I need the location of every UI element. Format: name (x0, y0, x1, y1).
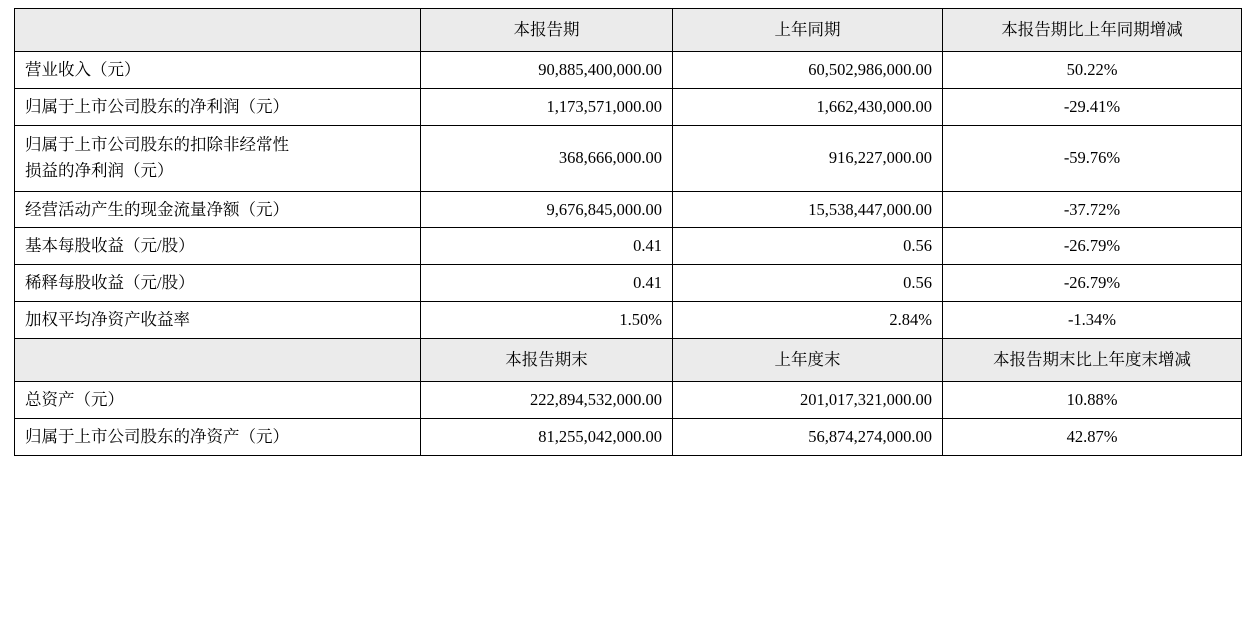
row-value-net-profit-change: -29.41% (943, 88, 1242, 125)
row-value-operating-cash-flow-current: 9,676,845,000.00 (421, 191, 673, 228)
row-value-diluted-eps-change: -26.79% (943, 265, 1242, 302)
table-row (15, 228, 1242, 265)
row-value-basic-eps-previous: 0.56 (673, 228, 943, 265)
row-label-operating-cash-flow: 经营活动产生的现金流量净额（元） (15, 191, 421, 228)
row-label-diluted-eps: 稀释每股收益（元/股） (15, 265, 421, 302)
row-value-adjusted-net-profit-previous: 916,227,000.00 (673, 125, 943, 191)
row-value-weighted-roe-previous: 2.84% (673, 302, 943, 339)
header-cell-blank-2 (15, 339, 421, 382)
row-value-net-assets-change: 42.87% (943, 419, 1242, 456)
row-value-net-assets-current: 81,255,042,000.00 (421, 419, 673, 456)
row-value-basic-eps-current: 0.41 (421, 228, 673, 265)
row-value-total-assets-current: 222,894,532,000.00 (421, 382, 673, 419)
row-label-revenue: 营业收入（元） (15, 51, 421, 88)
header-cell-current-period: 本报告期 (421, 9, 673, 52)
row-label-adjusted-net-profit (15, 125, 421, 191)
row-label-basic-eps: 基本每股收益（元/股） (15, 228, 421, 265)
table-row (15, 191, 1242, 228)
table-header-row-period (15, 9, 1242, 52)
header-cell-current-period-end: 本报告期末 (421, 339, 673, 382)
row-label-adjusted-net-profit-line2: 损益的净利润（元） (25, 161, 174, 181)
row-label-net-profit: 归属于上市公司股东的净利润（元） (15, 88, 421, 125)
row-label-weighted-roe: 加权平均净资产收益率 (15, 302, 421, 339)
row-value-operating-cash-flow-previous: 15,538,447,000.00 (673, 191, 943, 228)
table-row (15, 51, 1242, 88)
row-value-net-profit-previous: 1,662,430,000.00 (673, 88, 943, 125)
row-value-revenue-change: 50.22% (943, 51, 1242, 88)
row-value-basic-eps-change: -26.79% (943, 228, 1242, 265)
table-row (15, 125, 1242, 191)
row-label-adjusted-net-profit-line1: 归属于上市公司股东的扣除非经常性 (25, 134, 289, 154)
row-value-revenue-current: 90,885,400,000.00 (421, 51, 673, 88)
row-value-revenue-previous: 60,502,986,000.00 (673, 51, 943, 88)
table-row (15, 302, 1242, 339)
table-row (15, 382, 1242, 419)
row-value-weighted-roe-current: 1.50% (421, 302, 673, 339)
row-value-net-assets-previous: 56,874,274,000.00 (673, 419, 943, 456)
header-cell-previous-year-end: 上年度末 (673, 339, 943, 382)
row-value-adjusted-net-profit-change: -59.76% (943, 125, 1242, 191)
row-value-net-profit-current: 1,173,571,000.00 (421, 88, 673, 125)
header-cell-blank (15, 9, 421, 52)
header-cell-previous-period: 上年同期 (673, 9, 943, 52)
row-value-total-assets-previous: 201,017,321,000.00 (673, 382, 943, 419)
row-label-net-assets: 归属于上市公司股东的净资产（元） (15, 419, 421, 456)
row-value-total-assets-change: 10.88% (943, 382, 1242, 419)
table-row (15, 265, 1242, 302)
table-row (15, 419, 1242, 456)
row-value-weighted-roe-change: -1.34% (943, 302, 1242, 339)
financial-summary-table (14, 8, 1242, 456)
table-row (15, 88, 1242, 125)
row-value-diluted-eps-previous: 0.56 (673, 265, 943, 302)
row-value-operating-cash-flow-change: -37.72% (943, 191, 1242, 228)
row-label-total-assets: 总资产（元） (15, 382, 421, 419)
row-value-diluted-eps-current: 0.41 (421, 265, 673, 302)
table-header-row-period-end (15, 339, 1242, 382)
header-cell-period-end-change: 本报告期末比上年度末增减 (943, 339, 1242, 382)
row-value-adjusted-net-profit-current: 368,666,000.00 (421, 125, 673, 191)
header-cell-period-change: 本报告期比上年同期增减 (943, 9, 1242, 52)
